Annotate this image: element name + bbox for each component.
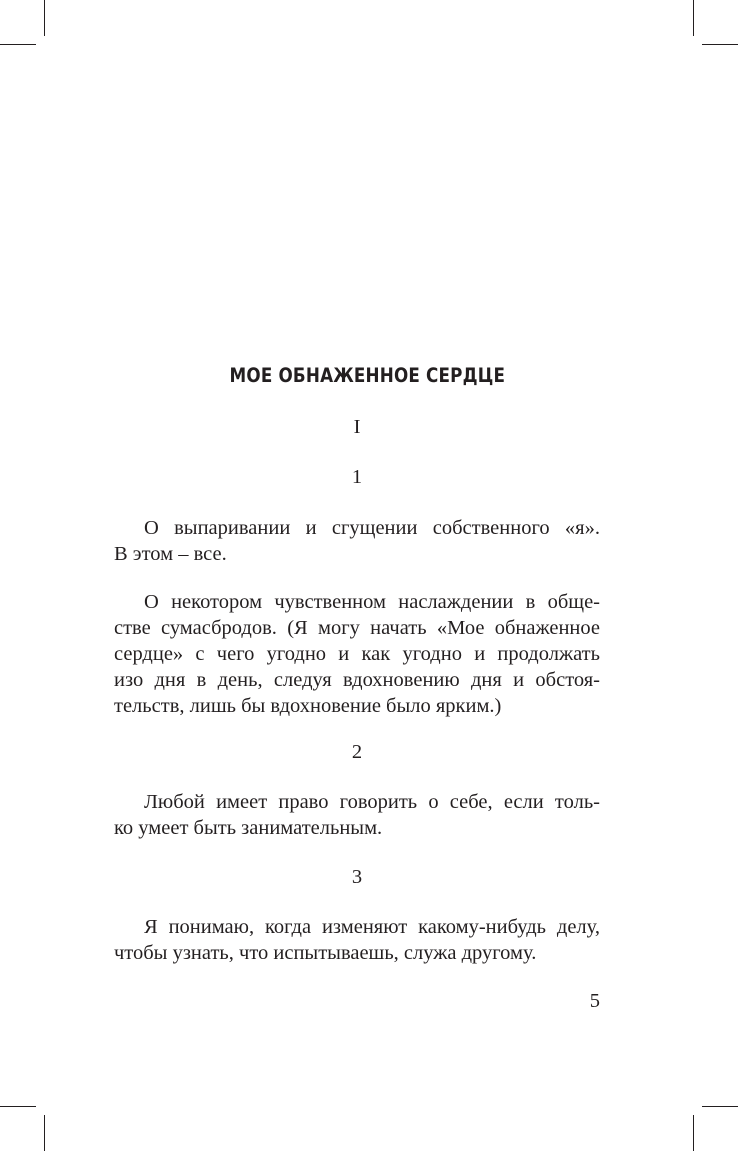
- page-title: МОЕ ОБНАЖЕННОЕ СЕРДЦЕ: [229, 364, 506, 387]
- crop-mark: [44, 0, 45, 36]
- crop-mark: [702, 44, 738, 45]
- paragraph: [114, 789, 600, 841]
- text-line: тельств, лишь бы вдохновение было ярким.): [114, 695, 502, 717]
- text-line: В этом – все.: [114, 543, 227, 565]
- crop-mark: [44, 1115, 45, 1151]
- crop-mark: [693, 0, 694, 36]
- crop-mark: [693, 1115, 694, 1151]
- text-line: изо дня в день, следуя вдохновению дня и обстоя-: [114, 669, 600, 691]
- crop-mark: [702, 1106, 738, 1107]
- text-line: ко умеет быть занимательным.: [114, 817, 383, 839]
- text-line: Я понимаю, когда изменяют какому-нибудь делу,: [144, 916, 600, 938]
- crop-mark: [0, 1106, 36, 1107]
- text-line: О выпаривании и сгущении собственного «я».: [144, 517, 600, 539]
- text-line: О некотором чувственном наслаждении в обще-: [144, 591, 600, 613]
- paragraph: [114, 589, 600, 719]
- crop-mark: [0, 44, 36, 45]
- text-line: сердце» с чего угодно и как угодно и продолжать: [114, 643, 600, 665]
- text-line: стве сумасбродов. (Я могу начать «Мое обнаженное: [114, 617, 600, 639]
- section-number: 3: [351, 866, 363, 888]
- part-number: I: [353, 416, 361, 438]
- section-number: 2: [351, 741, 363, 763]
- paragraph: [114, 914, 600, 966]
- page-number: 5: [589, 990, 600, 1012]
- text-line: чтобы узнать, что испытываешь, служа другому.: [114, 942, 537, 964]
- section-number: 1: [351, 466, 363, 488]
- paragraph: [114, 515, 600, 567]
- text-line: Любой имеет право говорить о себе, если толь-: [144, 791, 600, 813]
